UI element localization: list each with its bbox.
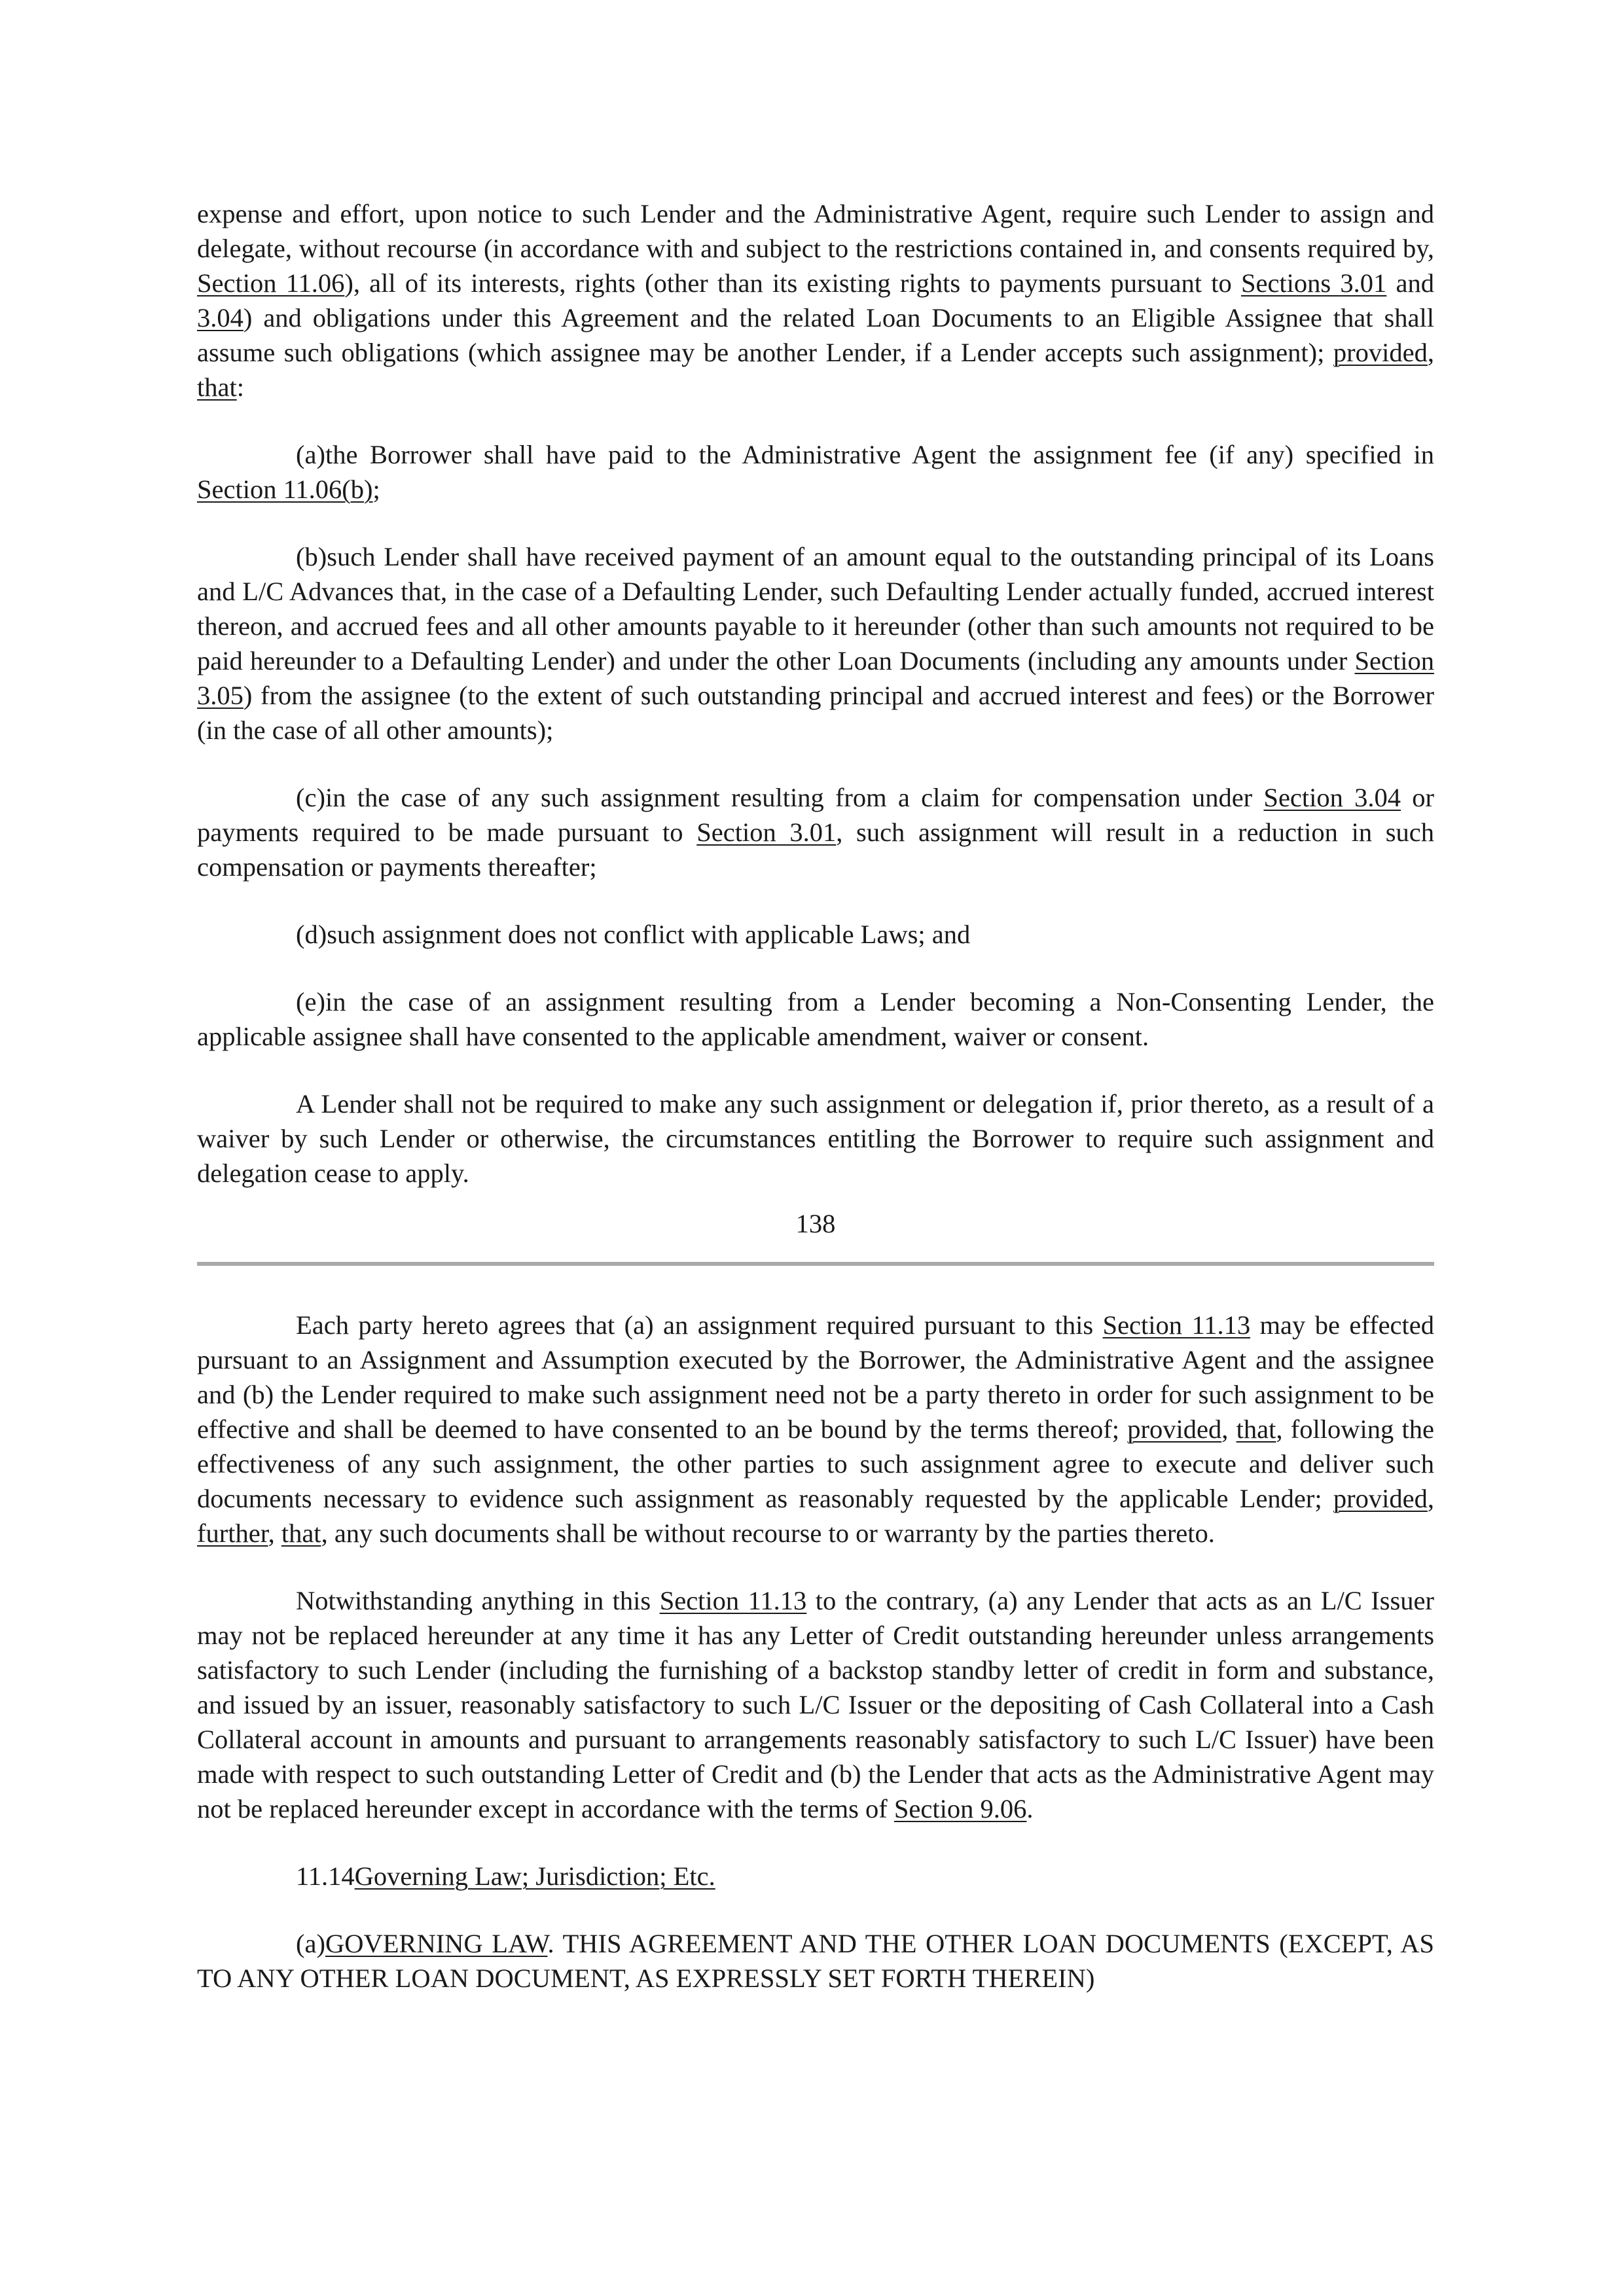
text: such Lender shall have received payment of an amount equal to the outstanding principal of its Loans and L/C Advances that, in the case of a Defaulting Lender, such Defaulting Lender actually funded, accrued interest thereon, and accrued fees and all other amounts payable to it hereunder (other than such amounts not required to be paid hereunder to a Defaulting Lender) and under the other Loan Documents (including any amounts under <box>197 542 1434 675</box>
section-reference: Sections 3.01 <box>1240 268 1387 298</box>
text: ) and obligations under this Agreement and the related Loan Documents to an Eligible Assignee that shall assume such obligations (which assignee may be another Lender, if a Lender accepts such assignment); <box>197 303 1434 367</box>
closing-paragraph: A Lender shall not be required to make any such assignment or delegation if, prior thereto, as a result of a waiver by such Lender or otherwise, the circumstances entitling the Borrower to require such assignment and delegation cease to apply. <box>197 1089 1434 1188</box>
section-reference: Section 11.06(b) <box>197 475 373 504</box>
clause-title: GOVERNING LAW <box>325 1929 548 1958</box>
clause-marker: (a) <box>296 440 325 469</box>
text: Notwithstanding anything in this <box>296 1586 660 1615</box>
text: , <box>1427 1484 1434 1513</box>
emphasis-term: further <box>197 1518 268 1548</box>
clause-marker: (e) <box>296 987 325 1016</box>
clause-b <box>197 539 1434 747</box>
page-divider <box>197 1262 1434 1266</box>
clause-a <box>197 437 1434 507</box>
text: , any such documents shall be without recourse to or warranty by the parties thereto. <box>321 1518 1215 1548</box>
text: Each party hereto agrees that (a) an assignment required pursuant to this <box>296 1310 1103 1340</box>
emphasis-term: that <box>281 1518 321 1548</box>
page-number: 138 <box>795 1209 836 1238</box>
emphasis-term: provided <box>1127 1414 1222 1444</box>
clause-e <box>197 984 1434 1054</box>
emphasis-term: that <box>1236 1414 1276 1444</box>
clause-d <box>197 917 1434 952</box>
text: expense and effort, upon notice to such Lender and the Administrative Agent, require such Lender to assign and delegate, without recourse (in accordance with and subject to the restrictions contained in, and consents required by, <box>197 199 1434 263</box>
section-reference: Section 11.06 <box>197 268 345 298</box>
text: . THIS AGREEMENT AND THE OTHER LOAN DOCUMENTS (EXCEPT, AS TO ANY OTHER LOAN DOCUMENT, AS EXPRESSLY SET FORTH THEREIN) <box>197 1929 1434 1993</box>
section-reference: Section 3.01 <box>696 817 837 847</box>
document-page <box>197 196 1434 2028</box>
text: , <box>268 1518 281 1548</box>
text: : <box>236 372 244 402</box>
clause-marker: (b) <box>296 542 327 571</box>
text: in the case of any such assignment resulting from a claim for compensation under <box>325 783 1264 812</box>
text: . <box>1026 1794 1034 1823</box>
section-reference: Section 9.06 <box>893 1794 1027 1823</box>
text: ) from the assignee (to the extent of such outstanding principal and accrued interest and fees) or the Borrower (in the case of all other amounts); <box>197 681 1434 745</box>
text: may be effected pursuant to an Assignment and Assumption executed by the Borrower, the Administrative Agent and the assignee and (b) the Lender required to make such assignment need not be a party thereto in order for such assignment to be effective and shall be deemed to have consented to an be bound by the terms thereof; <box>197 1310 1434 1444</box>
text: in the case of an assignment resulting from a Lender becoming a Non-Consenting Lender, the applicable assignee shall have consented to the applicable amendment, waiver or consent. <box>197 987 1434 1051</box>
text: ), all of its interests, rights (other than its existing rights to payments pursuant to <box>344 268 1241 298</box>
clause-c <box>197 780 1434 884</box>
text: , <box>1427 338 1434 367</box>
emphasis-term: that <box>197 372 237 402</box>
section-heading <box>197 1859 1434 1893</box>
text: the Borrower shall have paid to the Administrative Agent the assignment fee (if any) specified in <box>325 440 1434 469</box>
text: , following the effectiveness of any such assignment, the other parties to such assignment agree to execute and deliver such documents necessary to evidence such assignment as reasonably requested by the applicable Lender; <box>197 1414 1434 1513</box>
text: to the contrary, (a) any Lender that acts as an L/C Issuer may not be replaced hereunder at any time it has any Letter of Credit outstanding hereunder unless arrangements satisfactory to such Lender (including the furnishing of a backstop standby letter of credit in form and substance, and issued by an issuer, reasonably satisfactory to such L/C Issuer or the depositing of Cash Collateral into a Cash Collateral account in amounts and pursuant to arrangements reasonably satisfactory to such L/C Issuer) have been made with respect to such outstanding Letter of Credit and (b) the Lender that acts as the Administrative Agent may not be replaced hereunder except in accordance with the terms of <box>197 1586 1434 1823</box>
section-reference: Section 3.05 <box>197 646 1434 710</box>
emphasis-term: provided <box>1333 338 1428 367</box>
section-title: Governing Law; Jurisdiction; Etc. <box>354 1861 715 1891</box>
emphasis-term: provided <box>1333 1484 1428 1513</box>
text: ; <box>372 475 380 504</box>
clause-marker: (a) <box>296 1929 325 1958</box>
text: or payments required to be made pursuant to <box>197 783 1434 847</box>
section-reference: Section 3.04 <box>1263 783 1401 812</box>
section-reference: Section 11.13 <box>1102 1310 1251 1340</box>
governing-law-clause <box>197 1926 1434 1996</box>
text: and <box>1386 268 1434 298</box>
intro-paragraph <box>197 196 1434 404</box>
clause-marker: (c) <box>296 783 325 812</box>
text: , <box>1221 1414 1236 1444</box>
section-reference: 3.04 <box>197 303 244 332</box>
section-reference: Section 11.13 <box>659 1586 807 1615</box>
text: , such assignment will result in a reduction in such compensation or payments thereafter; <box>197 817 1435 882</box>
assignment-paragraph <box>197 1308 1434 1551</box>
text: such assignment does not conflict with applicable Laws; and <box>327 920 971 949</box>
notwithstanding-paragraph <box>197 1583 1434 1826</box>
section-number: 11.14 <box>296 1861 355 1891</box>
clause-marker: (d) <box>296 920 327 949</box>
